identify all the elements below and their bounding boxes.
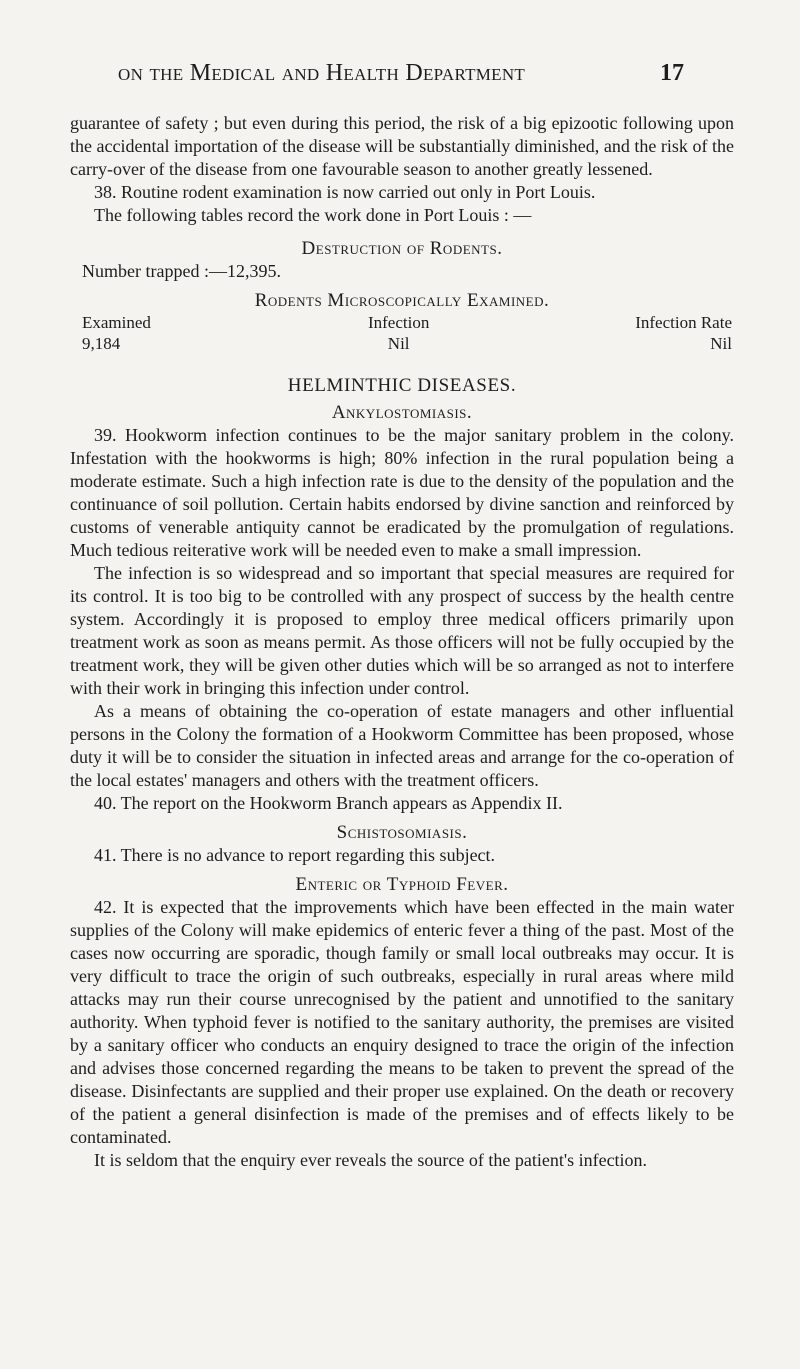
paragraph-39c: As a means of obtaining the co-operation of estate managers and other influential persons in the Colony the formation of a Hookworm Committee has been proposed, whose duty it will be to consider the situation in infected areas and arrange for the co-operation of the local estates' managers and others with the treatment officers.: [70, 701, 734, 790]
rodent-exam-table: [70, 312, 734, 354]
col-infection: Infection: [367, 313, 430, 332]
paragraph-42: 42. It is expected that the improvements which have been effected in the main water supplies of the Colony will make epidemics of enteric fever a thing of the past. Most of the cases now occurring are sporadic, though family or small local outbreaks may occur. It is very difficult to trace the origin of such outbreaks, especially in rural areas where mild attacks may run their course unrecognised by the patient and unnotified to the sanitary authority. When typhoid fever is notified to the sanitary authority, the premises are visited by a sanitary officer who conducts an enquiry designed to trace the origin of the infection and advises those concerned regarding the means to be taken to prevent the spread of the disease. Disinfectants are supplied and their proper use explained. On the death or recovery of the patient a general disinfection is made of the premises and of effects likely to be contaminated.: [70, 897, 734, 1147]
paragraph-38: 38. Routine rodent examination is now carried out only in Port Louis.: [94, 182, 596, 202]
paragraph-39b: The infection is so widespread and so important that special measures are required for its control. It is too big to be controlled with any prospect of success by the health centre system. Accordingly it is proposed to employ three medical officers primarily upon treatment work as soon as means permit. As those officers will not be fully occupied by the treatment work, they will be given other duties which will be so arranged as not to interfere with their work in bringing this infection under control.: [70, 563, 734, 698]
paragraph-41: 41. There is no advance to report regarding this subject.: [94, 845, 496, 865]
paragraph-40: 40. The report on the Hookworm Branch appears as Appendix II.: [94, 793, 563, 813]
table-header-row: [70, 312, 734, 333]
paragraph-39: 39. Hookworm infection continues to be the major sanitary problem in the colony. Infestation with the hookworms is high; 80% infection in the rural population being a moderate estimate. Such a high infection rate is due to the density of the population and the continuance of soil pollution. Certain habits endorsed by divine sanction and reinforced by customs of venerable antiquity cannot be eradicated by the promulgation of regulations. Much tedious reiterative work will be needed even to make a small impression.: [70, 425, 734, 560]
paragraph-38-tables-intro: The following tables record the work done in Port Louis : —: [94, 205, 532, 225]
col-infection-rate: Infection Rate: [635, 313, 732, 332]
microscopy-heading: Rodents Microscopically Examined.: [254, 290, 550, 311]
ankylostomiasis-heading: Ankylostomiasis.: [331, 402, 473, 423]
page-number: 17: [660, 60, 684, 86]
col-examined: Examined: [82, 313, 151, 332]
helminthic-heading: HELMINTHIC DISEASES.: [287, 375, 517, 396]
schistosomiasis-heading: Schistosomiasis.: [336, 822, 468, 843]
body-text: [70, 112, 734, 1172]
table-row: [70, 333, 734, 354]
paragraph-continued: guarantee of safety ; but even during this period, the risk of a big epizootic following upon the accidental importation of the disease will be substantially diminished, and the risk of the carry-over of the disease from one favourable season to another greatly lessened.: [70, 113, 734, 179]
running-header: [0, 60, 800, 96]
number-trapped: Number trapped :—12,395.: [82, 261, 281, 281]
cell-infection: Nil: [387, 334, 410, 353]
destruction-heading: Destruction of Rodents.: [301, 238, 503, 259]
enteric-heading: Enteric or Typhoid Fever.: [295, 874, 509, 895]
cell-infection-rate: Nil: [710, 334, 732, 353]
paragraph-42b: It is seldom that the enquiry ever reveals the source of the patient's infection.: [94, 1150, 648, 1170]
running-title: on the Medical and Health Department: [118, 60, 526, 86]
cell-examined: 9,184: [82, 334, 121, 353]
